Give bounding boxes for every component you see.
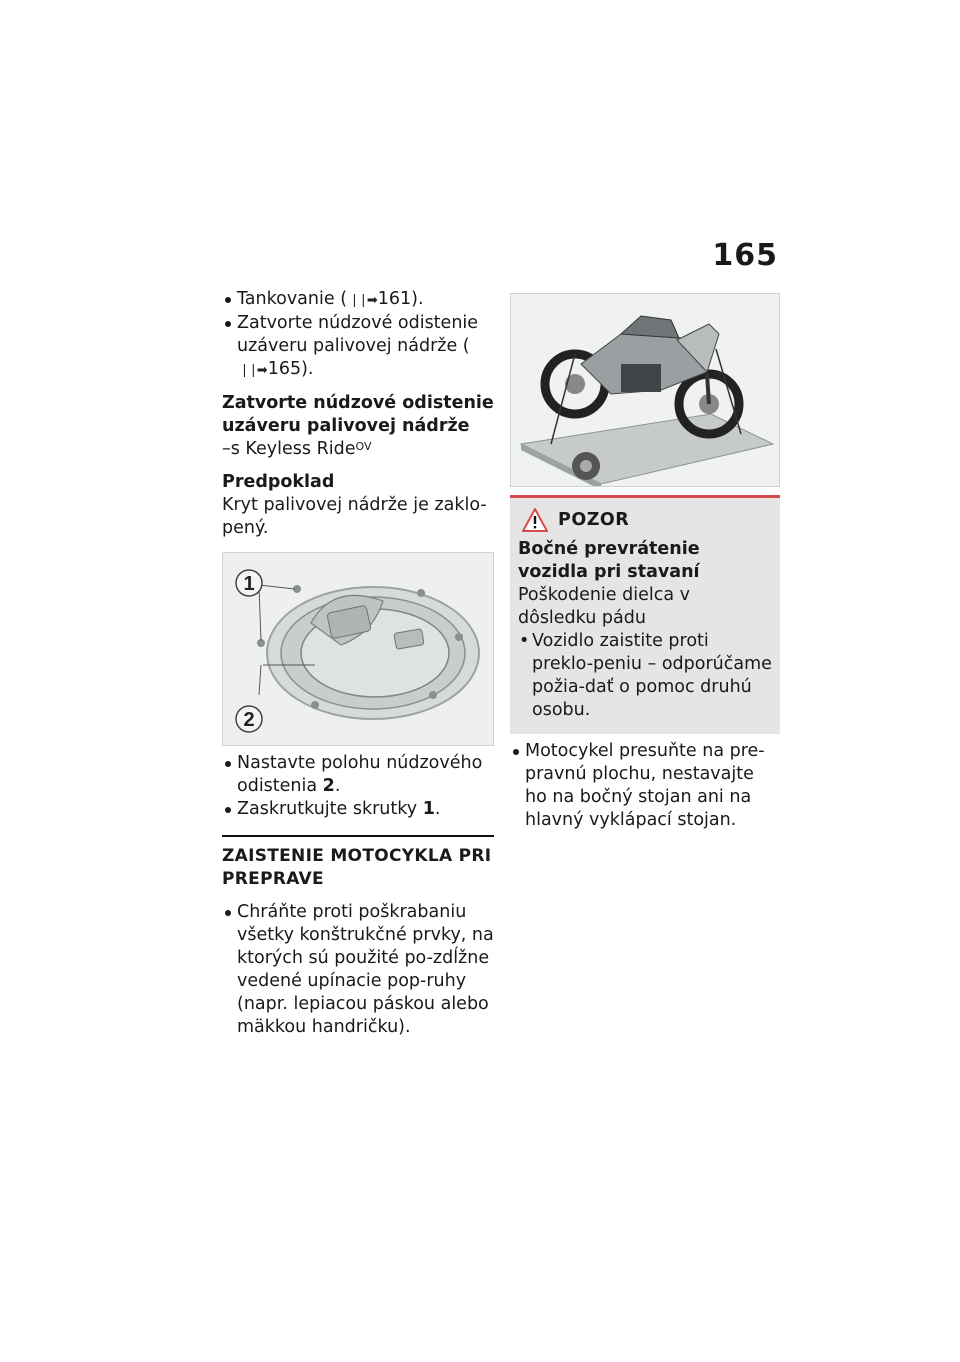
list-item: Tankovanie ( ❘❘➡ 161). xyxy=(222,288,494,312)
list-item: Chráňte proti poškrabaniu všetky konštrukčné prvky, na ktorých sú použité po-zdĺžne vedené upínacie pop-ruhy (napr. lepiacou páskou alebo mäkkou handričku). xyxy=(222,901,494,1039)
procedure-heading: Zatvorte núdzové odistenie uzáveru palivovej nádrže xyxy=(222,393,494,436)
page-ref-link[interactable]: 161). xyxy=(377,289,424,309)
precondition-title: Predpoklad xyxy=(222,472,335,492)
motorcycle-trailer-figure xyxy=(510,293,780,487)
fuel-cap-illustration xyxy=(223,553,493,745)
callout-2: 2 xyxy=(243,709,255,731)
motorcycle-illustration xyxy=(511,294,779,486)
warning-title: Bočné prevrátenie vozidla pri stavaní xyxy=(518,539,700,582)
warning-triangle-icon xyxy=(522,508,548,532)
page-number: 165 xyxy=(712,238,778,273)
section-title: ZAISTENIE MOTOCYKLA PRI PREPRAVE xyxy=(222,835,494,891)
arrow-ref-icon: ❘❘➡ xyxy=(239,363,266,378)
list-item: Motocykel presuňte na pre-pravnú plochu, nestavajte ho na bočný stojan ani na hlavný vyklápací stojan. xyxy=(510,740,780,832)
warning-text: Poškodenie dielca v dôsledku pádu xyxy=(518,585,690,628)
left-column xyxy=(222,288,494,1039)
callout-1: 1 xyxy=(243,573,255,595)
equipment-note: –s Keyless Ride$^{OV}$ xyxy=(222,439,372,459)
warning-box xyxy=(510,495,780,734)
warning-label: POZOR xyxy=(558,509,630,530)
list-item: Nastavte polohu núdzového odistenia 2. xyxy=(222,752,494,798)
right-column xyxy=(510,293,780,832)
list-item: Zatvorte núdzové odistenie uzáveru palivovej nádrže (❘❘➡ 165). xyxy=(222,312,494,382)
warning-header xyxy=(522,508,772,532)
fuel-cap-figure xyxy=(222,552,494,746)
page-ref-link[interactable]: 165). xyxy=(267,359,314,379)
arrow-ref-icon: ❘❘➡ xyxy=(349,293,376,308)
precondition-text: Kryt palivovej nádrže je zaklo-pený. xyxy=(222,495,487,538)
warning-bullet: • Vozidlo zaistite proti preklo-peniu – odporúčame požia-dať o pomoc druhú osobu. xyxy=(518,630,772,722)
list-item: Zaskrutkujte skrutky 1. xyxy=(222,798,494,821)
